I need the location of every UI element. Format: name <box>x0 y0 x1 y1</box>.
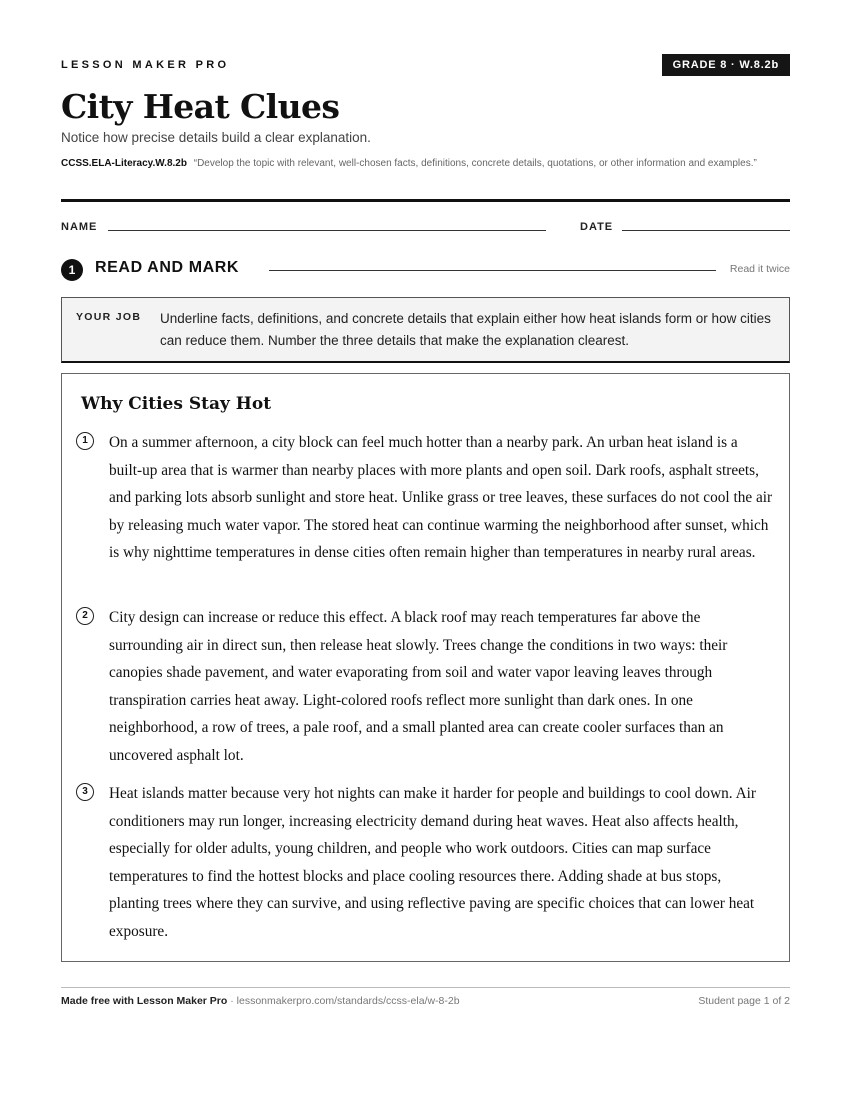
footer-url[interactable]: lessonmakerpro.com/standards/ccss-ela/w-8-2b <box>236 995 460 1007</box>
section-title: READ AND MARK <box>95 259 240 276</box>
grade-badge: GRADE 8 · W.8.2b <box>662 54 790 76</box>
passage-title: Why Cities Stay Hot <box>81 394 272 414</box>
section-header <box>61 257 790 283</box>
name-field[interactable] <box>108 230 546 231</box>
standard-code: CCSS.ELA-Literacy.W.8.2b <box>61 158 187 169</box>
name-date-row <box>61 219 790 235</box>
task-label: YOUR JOB <box>76 311 142 323</box>
footer-page-number: Student page 1 of 2 <box>698 995 790 1007</box>
date-label: DATE <box>580 221 614 233</box>
paragraph-number: 3 <box>76 783 94 801</box>
reading-passage <box>61 373 790 962</box>
page-subtitle: Notice how precise details build a clear explanation. <box>61 130 371 145</box>
standard-description <box>61 156 790 172</box>
name-label: NAME <box>61 221 98 233</box>
section-note: Read it twice <box>729 263 790 275</box>
header <box>61 54 790 78</box>
paragraph-number: 1 <box>76 432 94 450</box>
brand-name: LESSON MAKER PRO <box>61 59 230 71</box>
date-field[interactable] <box>622 230 790 231</box>
paragraph-text: Heat islands matter because very hot nights can make it harder for people and buildings to cool down. Air conditioners may run longer, increasing electricity demand during heat waves. Heat also affects health, especially for older adults, young children, and people who work outdoors. Cities can map surface temperatures to find the hottest blocks and place cooling resources there. Adding shade at bus stops, planting trees where they can survive, and using reflective paving are specific choices that can lower heat exposure. <box>109 785 756 940</box>
footer-divider <box>61 987 790 988</box>
page-title: City Heat Clues <box>61 87 340 126</box>
paragraph-text: City design can increase or reduce this effect. A black roof may reach temperatures far above the surrounding air in direct sun, then release heat slowly. Trees change the conditions in two ways: their canopies shade pavement, and water evaporating from soil and water vapor leaving leaves through transpiration carries heat away. Light-colored roofs reflect more sunlight than dark ones. In one neighborhood, a row of trees, a pale roof, and a small planted area can create cooler surfaces than an uncovered asphalt lot. <box>109 609 728 764</box>
header-divider <box>61 199 790 202</box>
task-text: Underline facts, definitions, and concrete details that explain either how heat islands form or how cities can reduce them. Number the three details that make the explanation clearest. <box>160 311 771 348</box>
section-number: 1 <box>61 259 83 281</box>
footer-made-with: Made free with Lesson Maker Pro <box>61 995 228 1007</box>
footer <box>61 995 790 1007</box>
paragraph-text: On a summer afternoon, a city block can feel much hotter than a nearby park. An urban heat island is a built-up area that is warmer than nearby places with more plants and open soil. Dark roofs, asphalt streets, and parking lots absorb sunlight and store heat. Unlike grass or tree leaves, these surfaces do not cool the air by releasing much water vapor. The stored heat can continue warming the neighborhood after sunset, which is why nighttime temperatures in dense cities often remain higher than temperatures in nearby rural areas. <box>109 434 773 561</box>
section-divider <box>269 270 716 271</box>
paragraph-number: 2 <box>76 607 94 625</box>
task-box <box>61 297 790 363</box>
standard-text: “Develop the topic with relevant, well-chosen facts, definitions, concrete details, quotations, or other information and examples.” <box>193 158 757 169</box>
footer-separator: · <box>227 995 237 1007</box>
